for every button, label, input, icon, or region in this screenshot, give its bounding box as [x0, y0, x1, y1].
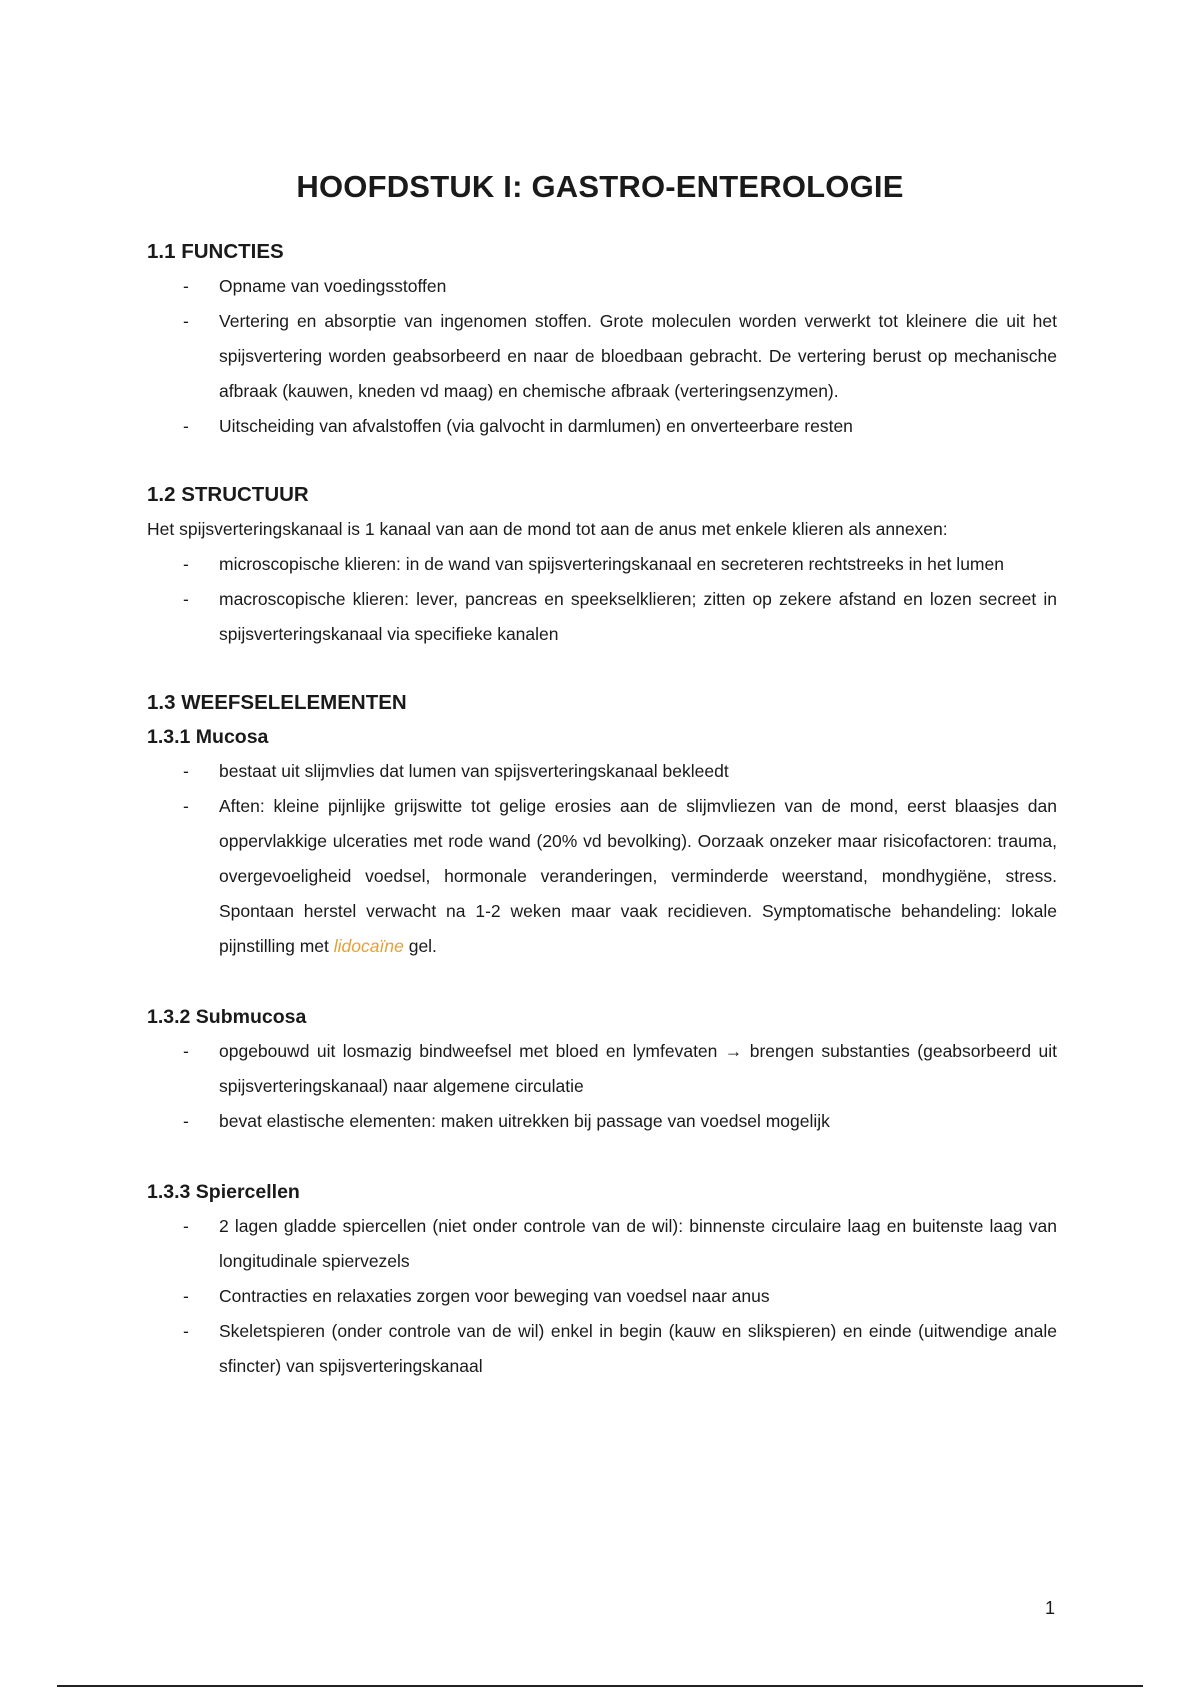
list-item: - Opname van voedingsstoffen [147, 269, 1057, 304]
list-item: - Aften: kleine pijnlijke grijswitte tot gelige erosies aan de slijmvliezen van de mond, eerst blaasjes dan oppervlakkige ulceraties met rode wand (20% vd bevolking). Oorzaak onzeker maar risicofactoren: trauma, overgevoeligheid voedsel, hormonale veranderingen, verminderde weerstand, mondhygiëne, stress. Spontaan herstel verwacht na 1-2 weken maar vaak recidieven. Symptomatische behandeling: lokale pijnstilling met lidocaïne gel. [147, 789, 1057, 964]
dash-bullet: - [183, 1216, 189, 1236]
structuur-intro: Het spijsverteringskanaal is 1 kanaal van aan de mond tot aan de anus met enkele klieren als annexen: [147, 519, 948, 539]
dash-bullet: - [183, 589, 189, 609]
list-item: - Contracties en relaxaties zorgen voor beweging van voedsel naar anus [147, 1279, 1057, 1314]
drug-name-highlight: lidocaïne [333, 936, 404, 956]
dash-bullet: - [183, 311, 189, 331]
dash-bullet: - [183, 554, 189, 574]
list-item: - macroscopische klieren: lever, pancreas en speekselklieren; zitten op zekere afstand en lozen secreet in spijsverteringskanaal via specifieke kanalen [147, 582, 1057, 652]
list-item: - bevat elastische elementen: maken uitrekken bij passage van voedsel mogelijk [147, 1104, 1057, 1139]
list-item: - bestaat uit slijmvlies dat lumen van spijsverteringskanaal bekleedt [147, 754, 1057, 789]
footer-divider [57, 1685, 1143, 1687]
document-body [147, 235, 1057, 1384]
list-item: - Vertering en absorptie van ingenomen stoffen. Grote moleculen worden verwerkt tot kleinere die uit het spijsvertering worden geabsorbeerd en naar de bloedbaan gebracht. De vertering berust op mechanische afbraak (kauwen, kneden vd maag) en chemische afbraak (verteringsenzymen). [147, 304, 1057, 409]
list-item: - microscopische klieren: in de wand van spijsverteringskanaal en secreteren rechtstreeks in het lumen [147, 547, 1057, 582]
dash-bullet: - [183, 796, 189, 816]
list-item: - Skeletspieren (onder controle van de wil) enkel in begin (kauw en slikspieren) en einde (uitwendige anale sfincter) van spijsverteringskanaal [147, 1314, 1057, 1384]
dash-bullet: - [183, 1286, 189, 1306]
subsection-heading-mucosa: 1.3.1 Mucosa [147, 726, 269, 748]
spiercellen-list [147, 1209, 1057, 1384]
subsection-heading-submucosa: 1.3.2 Submucosa [147, 1006, 307, 1028]
section-heading-functies: 1.1 FUNCTIES [147, 240, 284, 263]
dash-bullet: - [183, 761, 189, 781]
dash-bullet: - [183, 276, 189, 296]
dash-bullet: - [183, 1041, 189, 1061]
subsection-heading-spiercellen: 1.3.3 Spiercellen [147, 1181, 300, 1203]
functies-list [147, 269, 1057, 444]
dash-bullet: - [183, 1321, 189, 1341]
page-title: HOOFDSTUK I: GASTRO-ENTEROLOGIE [296, 168, 904, 204]
section-heading-weefselelementen: 1.3 WEEFSELELEMENTEN [147, 691, 407, 714]
list-item: - opgebouwd uit losmazig bindweefsel met bloed en lymfevaten → brengen substanties (geabsorbeerd uit spijsverteringskanaal) naar algemene circulatie [147, 1034, 1057, 1104]
section-heading-structuur: 1.2 STRUCTUUR [147, 483, 309, 506]
list-item: - Uitscheiding van afvalstoffen (via galvocht in darmlumen) en onverteerbare resten [147, 409, 1057, 444]
submucosa-list [147, 1034, 1057, 1139]
structuur-list [147, 547, 1057, 652]
mucosa-list [147, 754, 1057, 964]
page-number: 1 [1044, 1598, 1055, 1618]
list-item: - 2 lagen gladde spiercellen (niet onder controle van de wil): binnenste circulaire laag en buitenste laag van longitudinale spiervezels [147, 1209, 1057, 1279]
dash-bullet: - [183, 416, 189, 436]
dash-bullet: - [183, 1111, 189, 1131]
